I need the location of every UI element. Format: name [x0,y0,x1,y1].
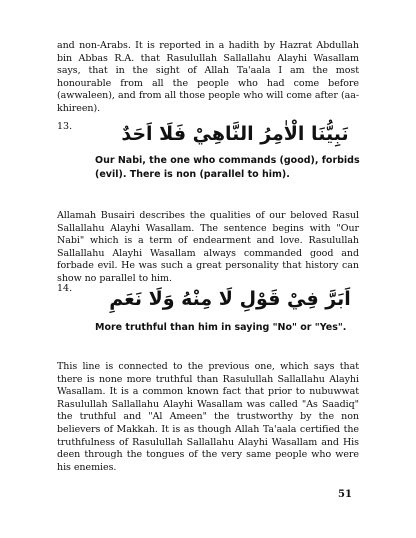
verse-13-commentary: Allamah Busairi describes the qualities of our beloved Rasul Sallallahu Alayhi Wasallam. The sentence begins with "Our Nabi" which is a term of endearment and love. Rasulullah Sallallahu Alayhi Wasallam always commanded good and forbade evil. He was such a great personality that history can show no parallel to him. [57,210,359,284]
verse-14-translation: More truthful than him in saying "No" or "Yes". [95,322,347,333]
verse-13-translation: Our Nabi, the one who commands (good), forbids (evil). There is non (parallel to him). [95,155,360,180]
verse-13-arabic: نَبِيُّنَا الْاٰمِرُ النَّاهِيْ فَلَا اَحَدٌ [121,123,349,145]
verse-14-number: 14. [57,283,73,294]
verse-14-arabic: اَبَرَّ فِيْ قَوْلِ لَا مِنْهُ وَلَا نَعَمِ [109,288,351,310]
verse-13-number: 13. [57,121,73,132]
page-number: 51 [338,489,352,500]
intro-paragraph: and non-Arabs. It is reported in a hadith by Hazrat Abdullah bin Abbas R.A. that Rasulullah Sallallahu Alayhi Wasallam says, that in the sight of Allah Ta'aala I am the most honourable from all the people who had come before (awwaleen), and from all those people who will come after (aa-khireen). [57,40,359,114]
verse-14-commentary: This line is connected to the previous one, which says that there is none more truthful than Rasulullah Sallallahu Alayhi Wasallam. It is a common known fact that prior to nubuwwat Rasulullah Sallallahu Alayhi Wasallam was called "As Saadiq" the truthful and "Al Ameen" the trustworthy by the non believers of Makkah. It is as though Allah Ta'aala certified the truthfulness of Rasulullah Sallallahu Alayhi Wasallam and His deen through the tongues of the very same people who were his enemies. [57,361,359,473]
